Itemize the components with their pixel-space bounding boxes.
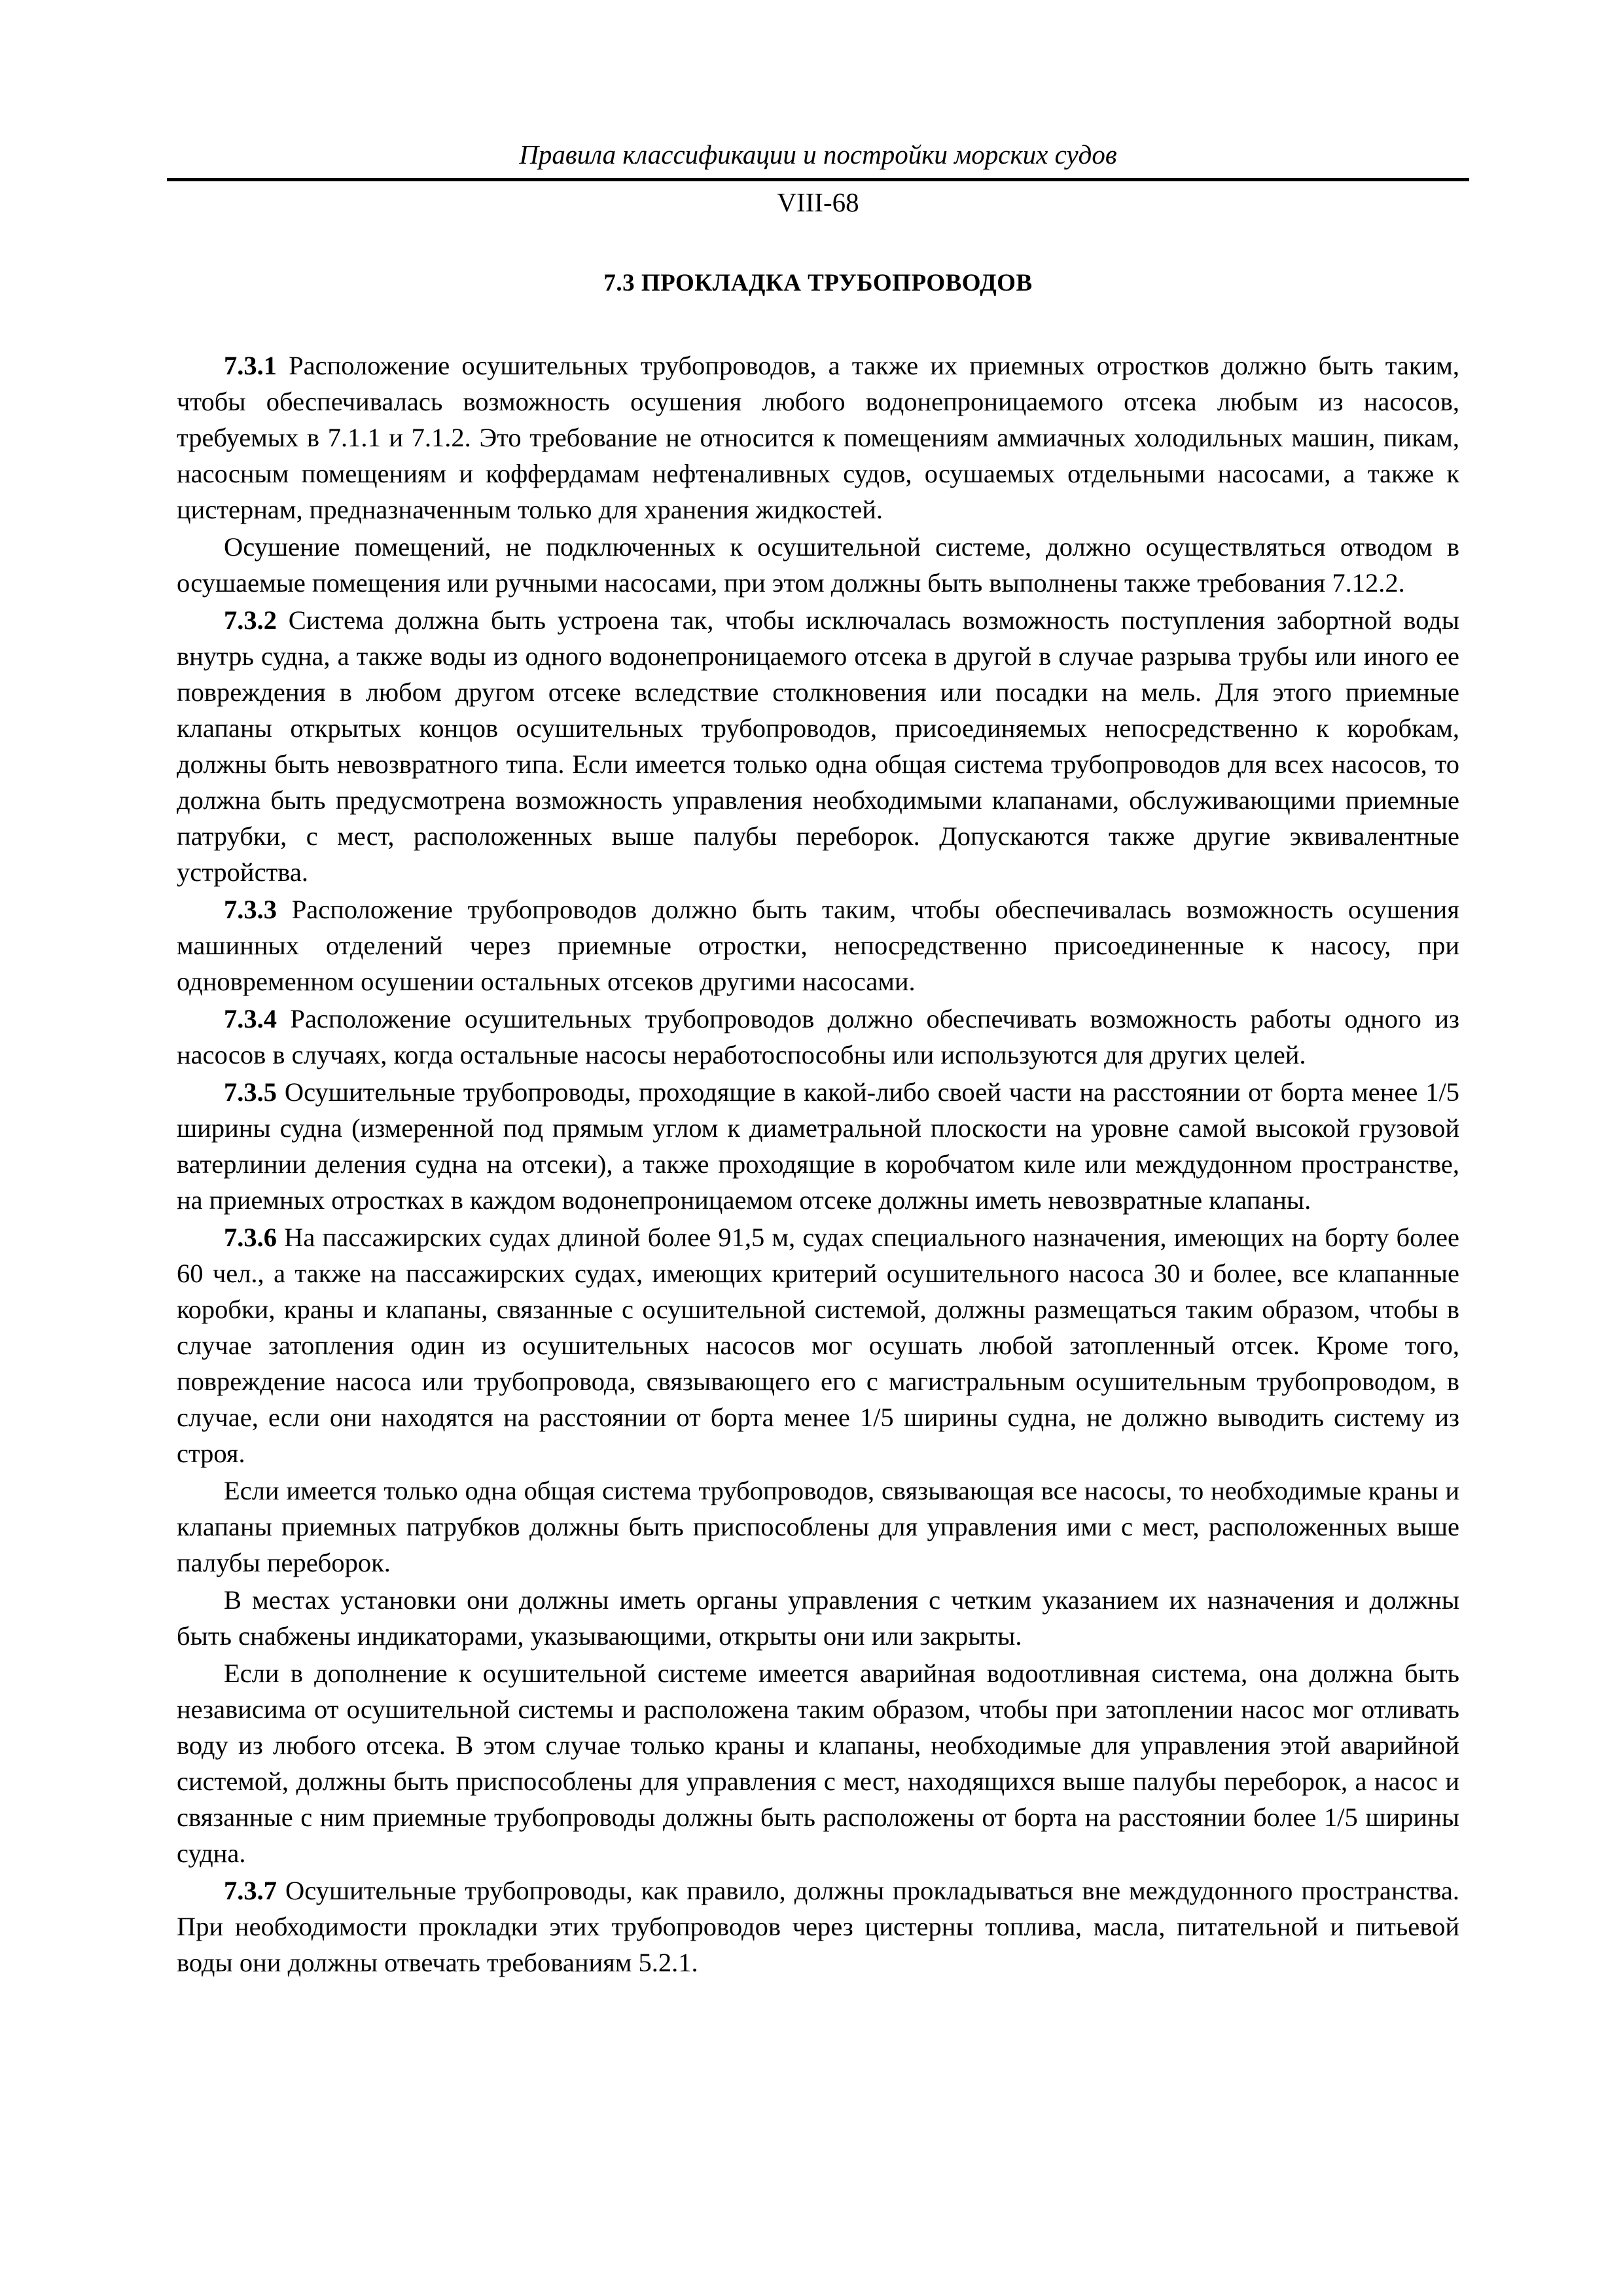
paragraph-7-3-2 bbox=[177, 602, 1459, 890]
paragraph-text: Осушительные трубопроводы, как правило, должны прокладываться вне междудонного пространства. При необходимости прокладки этих трубопроводов через цистерны топлива, масла, питательной и питьевой воды они должны отвечать требованиям 5.2.1. bbox=[177, 1876, 1459, 1977]
clause-number: 7.3.3 bbox=[224, 895, 277, 924]
paragraph-text: Осушительные трубопроводы, проходящие в какой-либо своей части на расстоянии от борта менее 1/5 ширины судна (измеренной под прямым углом к диаметральной плоскости на уровне самой высокой грузовой ватерлинии деления судна на отсеки), а также проходящие в коробчатом киле или междудонном пространстве, на приемных отростках в каждом водонепроницаемом отсеке должны иметь невозвратные клапаны. bbox=[177, 1077, 1459, 1215]
clause-number: 7.3.5 bbox=[224, 1077, 277, 1107]
clause-number: 7.3.2 bbox=[224, 605, 277, 635]
paragraph-text: На пассажирских судах длиной более 91,5 м, судах специального назначения, имеющих на борту более 60 чел., а также на пассажирских судах, имеющих критерий осушительного насоса 30 и более, все клапанные коробки, краны и клапаны, связанные с осушительной системой, должны размещаться таким образом, чтобы в случае затопления один из осушительных насосов мог осушать любой затопленный отсек. Кроме того, повреждение насоса или трубопровода, связывающего его с магистральным осушительным трубопроводом, в случае, если они находятся на расстоянии от борта менее 1/5 ширины судна, не должно выводить систему из строя. bbox=[177, 1223, 1459, 1468]
paragraph-text: В местах установки они должны иметь органы управления с четким указанием их назначения и должны быть снабжены индикаторами, указывающими, открыты они или закрыты. bbox=[177, 1585, 1459, 1651]
section-title: 7.3 ПРОКЛАДКА ТРУБОПРОВОДОВ bbox=[603, 270, 1033, 296]
running-header-title: Правила классификации и постройки морских судов bbox=[519, 139, 1117, 170]
paragraph-7-3-3 bbox=[177, 891, 1459, 999]
section-body bbox=[177, 348, 1459, 1981]
paragraph-text: Расположение осушительных трубопроводов, а также их приемных отростков должно быть таким, чтобы обеспечивалась возможность осушения любого водонепроницаемого отсека любым из насосов, требуемых в 7.1.1 и 7.1.2. Это требование не относится к помещениям аммиачных холодильных машин, пикам, насосным помещениям и коффердамам нефтеналивных судов, осушаемых отдельными насосами, а также к цистернам, предназначенным только для хранения жидкостей. bbox=[177, 351, 1459, 524]
paragraph-7-3-5 bbox=[177, 1074, 1459, 1218]
paragraph-text: Система должна быть устроена так, чтобы исключалась возможность поступления забортной воды внутрь судна, а также воды из одного водонепроницаемого отсека в другой в случае разрыва трубы или иного ее повреждения в любом другом отсеке вследствие столкновения или посадки на мель. Для этого приемные клапаны открытых концов осушительных трубопроводов, присоединяемых непосредственно к коробкам, должны быть невозвратного типа. Если имеется только одна общая система трубопроводов для всех насосов, то должна быть предусмотрена возможность управления необходимыми клапанами, обслуживающими приемные патрубки, с мест, расположенных выше палубы переборок. Допускаются также другие эквивалентные устройства. bbox=[177, 605, 1459, 887]
page-number: VIII-68 bbox=[777, 187, 859, 217]
paragraph-7-3-1 bbox=[177, 348, 1459, 528]
clause-number: 7.3.1 bbox=[224, 351, 277, 380]
paragraph-7-3-6-cont-2 bbox=[177, 1582, 1459, 1654]
paragraph-7-3-4 bbox=[177, 1001, 1459, 1073]
clause-number: 7.3.4 bbox=[224, 1004, 277, 1033]
paragraph-7-3-6-cont-3 bbox=[177, 1655, 1459, 1871]
header-rule bbox=[167, 178, 1469, 181]
paragraph-7-3-6-cont-1 bbox=[177, 1473, 1459, 1581]
paragraph-7-3-6 bbox=[177, 1219, 1459, 1471]
paragraph-text: Если в дополнение к осушительной системе имеется аварийная водоотливная система, она должна быть независима от осушительной системы и расположена таким образом, чтобы при затоплении насос мог отливать воду из любого отсека. В этом случае только краны и клапаны, необходимые для управления этой аварийной системой, должны быть приспособлены для управления с мест, находящихся выше палубы переборок, а насос и связанные с ним приемные трубопроводы должны быть расположены от борта на расстоянии более 1/5 ширины судна. bbox=[177, 1659, 1459, 1868]
clause-number: 7.3.7 bbox=[224, 1876, 277, 1905]
paragraph-7-3-7 bbox=[177, 1873, 1459, 1981]
paragraph-text: Осушение помещений, не подключенных к осушительной системе, должно осуществляться отводом в осушаемые помещения или ручными насосами, при этом должны быть выполнены также требования 7.12.2. bbox=[177, 532, 1459, 598]
paragraph-7-3-1-cont bbox=[177, 529, 1459, 601]
paragraph-text: Расположение трубопроводов должно быть таким, чтобы обеспечивалась возможность осушения машинных отделений через приемные отростки, непосредственно присоединенные к насосу, при одновременном осушении остальных отсеков другими насосами. bbox=[177, 895, 1459, 996]
clause-number: 7.3.6 bbox=[224, 1223, 277, 1252]
document-page bbox=[177, 137, 1459, 1982]
paragraph-text: Расположение осушительных трубопроводов должно обеспечивать возможность работы одного из насосов в случаях, когда остальные насосы неработоспособны или используются для других целей. bbox=[177, 1004, 1459, 1069]
paragraph-text: Если имеется только одна общая система трубопроводов, связывающая все насосы, то необходимые краны и клапаны приемных патрубков должны быть приспособлены для управления ими с мест, расположенных выше палубы переборок. bbox=[177, 1476, 1459, 1577]
